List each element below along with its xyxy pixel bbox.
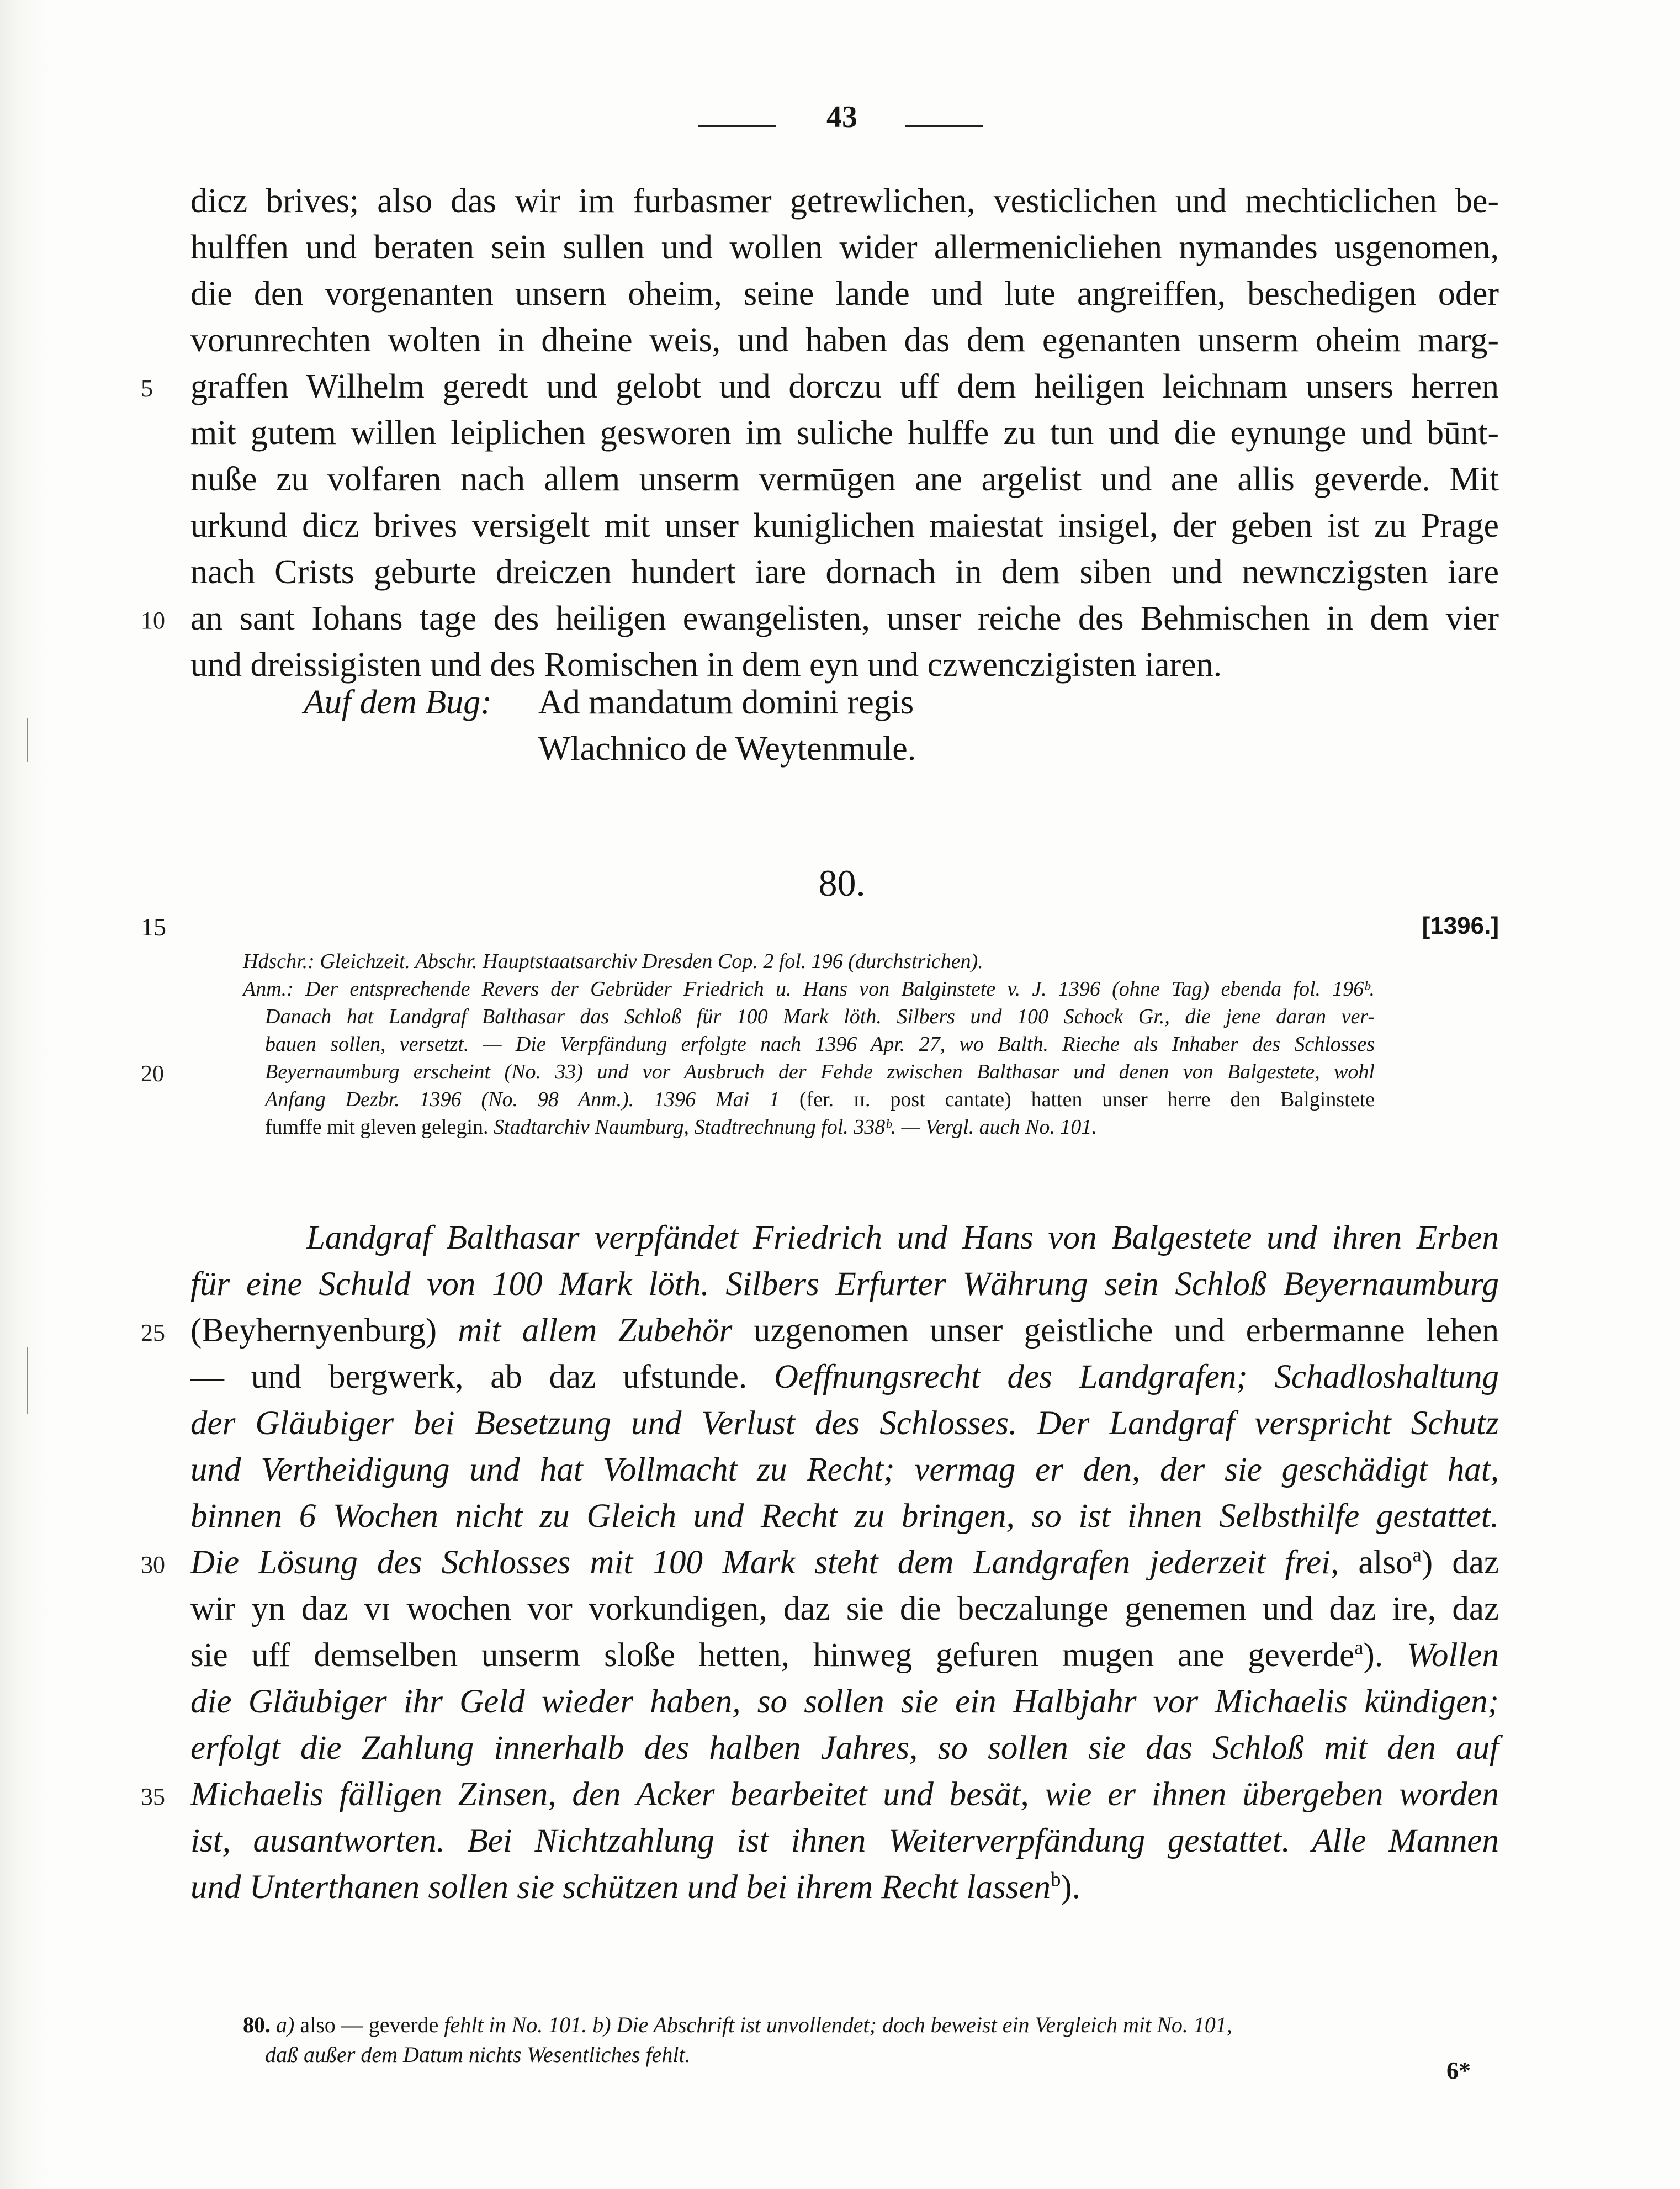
regest-line: wir yn daz vɪ wochen vor vorkundigen, daz sie die beczalunge genemen und daz ire, daz (190, 1590, 1499, 1627)
regest-line: erfolgt die Zahlung innerhalb des halben Jahres, so sollen sie das Schloß mit den auf (190, 1730, 1499, 1767)
apparatus-line: 20 Beyernaumburg erscheint (No. 33) und vor Ausbruch der Fehde zwischen Balthasar und denen von Balgestete, wohl (141, 1060, 1375, 1087)
margin-line-number: 35 (141, 1783, 165, 1810)
text-line: die den vorgenanten unsern oheim, seine lande und lute angreiffen, beschedigen oder (190, 275, 1499, 313)
regest-line: für eine Schuld von 100 Mark löth. Silbers Erfurter Währung sein Schloß Beyernaumburg (190, 1266, 1499, 1303)
signature-mark: 6* (1446, 2057, 1471, 2084)
regest-line: — und bergwerk, ab daz ufstunde. Oeffnungsrecht des Landgrafen; Schadloshaltung (190, 1358, 1499, 1395)
regest-line: und Vertheidigung und hat Vollmacht zu Recht; vermag er den, der sie geschädigt hat, (190, 1451, 1499, 1488)
apparatus-line: bauen sollen, versetzt. — Die Verpfändung erfolgte nach 1396 Apr. 27, wo Balth. Rieche als Inhaber des Schlosses (265, 1033, 1375, 1056)
footnote-line: 80. a) also — geverde fehlt in No. 101. b) Die Abschrift ist unvollendet; doch beweist ein Vergleich mit No. 101, (243, 2012, 1232, 2037)
margin-line-number: 5 (141, 375, 153, 402)
document-date: [1396.] (1422, 912, 1499, 939)
page-number: 43 (826, 100, 857, 134)
critical-apparatus (141, 948, 1375, 1141)
regest-line: sie uff demselben unserm sloße hetten, hinweg gefuren mugen ane geverde$^a$). Wollen (190, 1636, 1499, 1674)
regest-line: der Gläubiger bei Besetzung und Verlust des Schlosses. Der Landgraf verspricht Schutz (190, 1405, 1499, 1442)
footnote-marker: a (1354, 1636, 1364, 1659)
footnote-line: daß außer dem Datum nichts Wesentliches fehlt. (265, 2042, 691, 2067)
regest-line: Landgraf Balthasar verpfändet Friedrich und Hans von Balgestete und ihren Erben (306, 1219, 1499, 1256)
header-rule-right (905, 125, 983, 127)
page-header (0, 99, 1680, 149)
scan-artifact-line (27, 1347, 28, 1414)
document-number: 80. (818, 862, 866, 904)
scan-margin (0, 0, 50, 2189)
document-date-row (141, 912, 1499, 945)
apparatus-line: Anfang Dezbr. 1396 (No. 98 Anm.). 1396 Mai 1 (fer. ɪɪ. post cantate) hatten unser herre den Balginstete (265, 1088, 1375, 1111)
margin-line-number: 25 (141, 1319, 165, 1346)
text-line: nuße zu volfaren nach allem unserm vermūgen ane argelist und ane allis geverde. Mit (190, 461, 1499, 498)
margin-line-number: 30 (141, 1551, 165, 1578)
apparatus-line: Hdschr.: Gleichzeit. Abschr. Hauptstaatsarchiv Dresden Cop. 2 fol. 196 (durchstrichen). (243, 950, 983, 973)
apparatus-line: fumffe mit gleven gelegin. Stadtarchiv Naumburg, Stadtrechnung fol. 338ᵇ. — Vergl. auch No. 101. (265, 1115, 1097, 1139)
text-line: und dreissigisten und des Romischen in dem eyn und czwenczigisten iaren. (190, 646, 1222, 684)
regest-line: und Unterthanen sollen sie schützen und bei ihrem Recht lassen$^b$). (190, 1868, 1080, 1906)
text-line: hulffen und beraten sein sullen und wollen wider allermenicliehen nymandes usgenomen, (190, 229, 1499, 266)
continuation-text (141, 178, 1499, 688)
apparatus-line: Danach hat Landgraf Balthasar das Schloß für 100 Mark löth. Silbers und 100 Schock Gr., die jene daran ver- (265, 1005, 1375, 1028)
text-line: dicz brives; also das wir im furbasmer getrewlichen, vesticlichen und mechticlichen be- (190, 182, 1499, 220)
endorsement-line-1: Ad mandatum domini regis (538, 684, 914, 721)
text-line: vorunrechten wolten in dheine weis, und haben das dem egenanten unserm oheim marg- (190, 321, 1499, 359)
regest-line: 25 (Beyhernyenburg) mit allem Zubehör uzgenomen unser geistliche und erbermanne lehen (190, 1308, 1499, 1354)
footnote-marker: a (1412, 1543, 1422, 1566)
apparatus-line: Anm.: Der entsprechende Revers der Gebrüder Friedrich u. Hans von Balginstete v. J. 1396 (ohne Tag) ebenda fol. 196ᵇ. (243, 977, 1375, 1001)
regest-line: binnen 6 Wochen nicht zu Gleich und Recht zu bringen, so ist ihnen Selbsthilfe gestattet. (190, 1498, 1499, 1535)
text-line: nach Crists geburte dreiczen hundert iare dornach in dem siben und newnczigsten iare (190, 553, 1499, 591)
text-line: urkund dicz brives versigelt mit unser kuniglichen maiestat insigel, der geben ist zu Prage (190, 507, 1499, 544)
regest-line: 30 Die Lösung des Schlosses mit 100 Mark steht dem Landgrafen jederzeit frei, also$^a$) daz (190, 1540, 1499, 1586)
regest-text (141, 1215, 1499, 1911)
text-line: mit gutem willen leiplichen gesworen im suliche hulffe zu tun und die eynunge und būnt- (190, 414, 1499, 452)
footnote-number: 80. (243, 2012, 271, 2037)
endorsement (304, 679, 916, 768)
footnotes (243, 2010, 1502, 2070)
regest-line: die Gläubiger ihr Geld wieder haben, so sollen sie ein Halbjahr vor Michaelis kündigen; (190, 1683, 1499, 1720)
endorsement-line-2: Wlachnico de Weytenmule. (538, 730, 916, 768)
text-line: 5 graffen Wilhelm geredt und gelobt und dorczu uff dem heiligen leichnam unsers herren (190, 363, 1499, 410)
header-rule-left (698, 125, 776, 127)
margin-line-number: 20 (141, 1061, 164, 1087)
regest-line: 35 Michaelis fälligen Zinsen, den Acker bearbeitet und besät, wie er ihnen übergeben worden (190, 1772, 1499, 1818)
endorsement-label: Auf dem Bug: (304, 684, 492, 721)
text-line: 10 an sant Iohans tage des heiligen ewangelisten, unser reiche des Behmischen in dem vier (190, 595, 1499, 642)
margin-line-number: 15 (141, 913, 166, 941)
scan-artifact-line (27, 718, 28, 762)
regest-line: ist, ausantworten. Bei Nichtzahlung ist ihnen Weiterverpfändung gestattet. Alle Mannen (190, 1822, 1499, 1859)
margin-line-number: 10 (141, 607, 165, 634)
footnote-marker: b (1051, 1868, 1061, 1891)
